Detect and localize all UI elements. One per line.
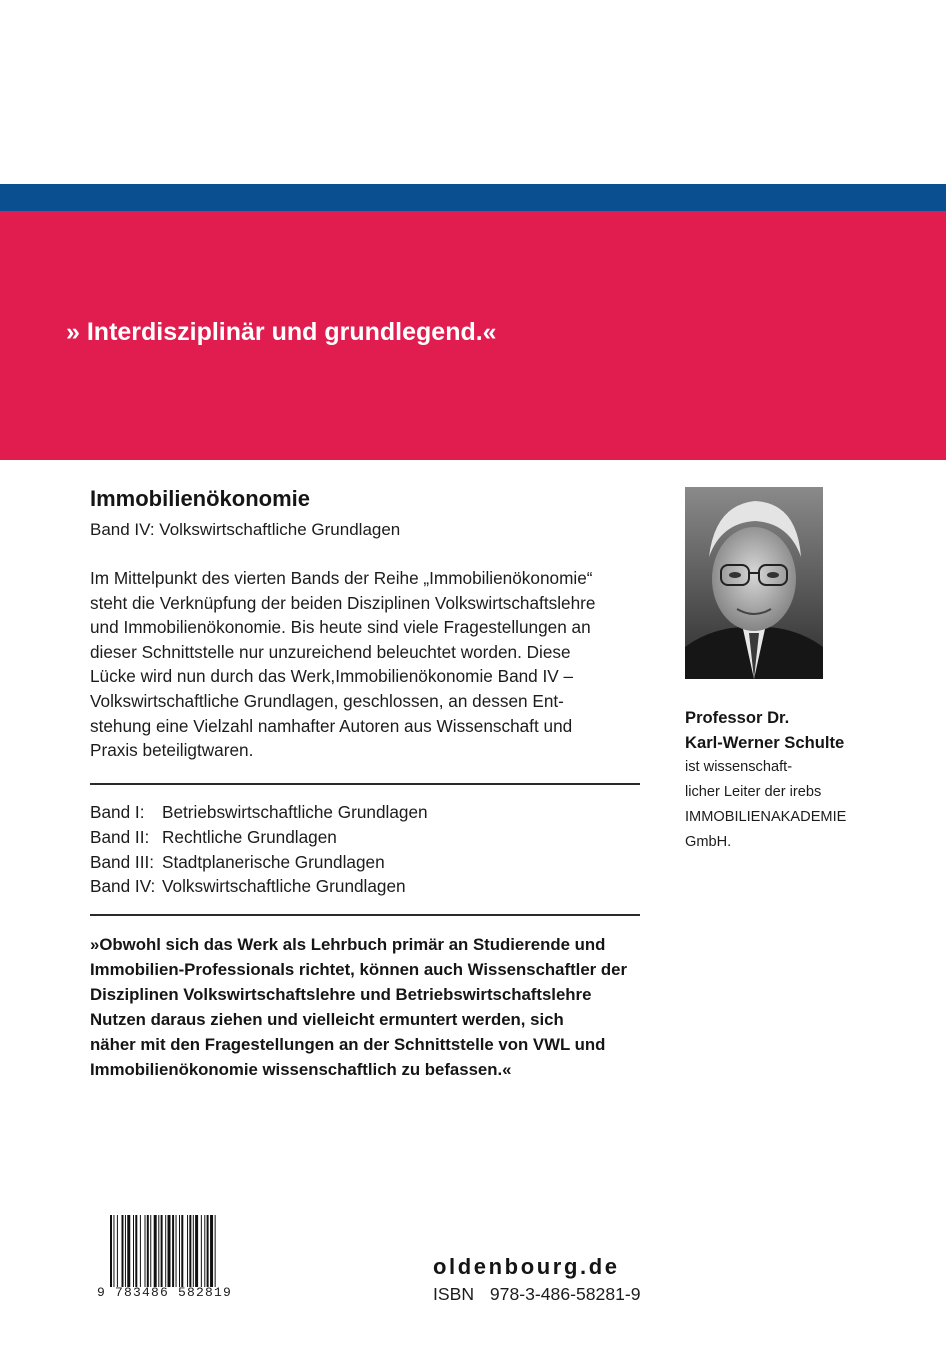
volume-title: Betriebswirtschaftliche Grundlagen (162, 802, 428, 822)
isbn-label: ISBN (433, 1284, 475, 1304)
book-description (90, 566, 650, 763)
barcode-bar (110, 1215, 112, 1287)
barcode-bar (140, 1215, 141, 1287)
quote-line: Immobilienökonomie wissenschaftlich zu befassen.« (90, 1060, 512, 1079)
portrait-photo (685, 487, 823, 679)
barcode-bar (195, 1215, 198, 1287)
barcode-bar (193, 1215, 194, 1287)
author-name (685, 705, 844, 755)
author-bio-line: ist wissenschaft- (685, 759, 793, 775)
volume-item (90, 874, 428, 899)
description-line: dieser Schnittstelle nur unzureichend beleuchtet worden. Diese (90, 641, 571, 662)
barcode-bar (201, 1215, 202, 1287)
barcode-bar (165, 1215, 166, 1287)
barcode-bar (187, 1215, 188, 1287)
barcode-bar (113, 1215, 114, 1287)
description-line: Im Mittelpunkt des vierten Bands der Reihe „Immobilienökonomie“ (90, 568, 593, 588)
author-name-line: Karl-Werner Schulte (685, 733, 845, 752)
author-bio-line: GmbH. (685, 834, 732, 850)
quote-line: Disziplinen Volkswirtschaftslehre und Betriebswirtschaftslehre (90, 985, 592, 1004)
barcode-icon (110, 1215, 248, 1287)
barcode-bar (147, 1215, 149, 1287)
author-portrait (685, 487, 823, 679)
barcode-bar (135, 1215, 137, 1287)
barcode-bar (117, 1215, 118, 1287)
description-line: stehung eine Vielzahl namhafter Autoren aus Wissenschaft und (90, 715, 573, 736)
barcode-bar (189, 1215, 191, 1287)
volume-item (90, 800, 428, 825)
volume-label: Band III: (90, 851, 155, 872)
volume-label: Band IV: (90, 876, 156, 897)
barcode-bar (161, 1215, 163, 1287)
barcode-bar (145, 1215, 146, 1287)
barcode-bar (158, 1215, 159, 1287)
barcode-bar (176, 1215, 177, 1287)
description-line: steht die Verknüpfung der beiden Disziplinen Volkswirtschaftslehre (90, 592, 596, 613)
barcode-bar (122, 1215, 124, 1287)
barcode-bar (168, 1215, 171, 1287)
barcode-bar (127, 1215, 130, 1287)
author-bio-line: licher Leiter der irebs (685, 784, 822, 800)
description-line: Praxis beteiligtwaren. (90, 740, 254, 761)
barcode-bar (207, 1215, 209, 1287)
author-bio (685, 755, 846, 855)
barcode-bar (150, 1215, 151, 1287)
volume-title: Rechtliche Grundlagen (162, 826, 337, 847)
divider-bottom (90, 914, 640, 916)
volume-title: Stadtplanerische Grundlagen (162, 851, 385, 872)
description-line: Volkswirtschaftliche Grundlagen, geschlossen, an dessen Ent- (90, 690, 564, 711)
volume-item (90, 850, 428, 875)
barcode-bar (181, 1215, 183, 1287)
barcode-bar (179, 1215, 180, 1287)
description-line: Lücke wird nun durch das Werk,Immobilienökonomie Band IV – (90, 666, 574, 687)
volume-label: Band II: (90, 826, 150, 847)
barcode-bar (215, 1215, 216, 1287)
barcode-digits: 9 783486 582819 (97, 1285, 233, 1300)
publisher-website: oldenbourg.de (433, 1254, 620, 1279)
barcode-bar (172, 1215, 174, 1287)
author-name-line: Professor Dr. (685, 708, 790, 727)
book-title: Immobilienökonomie (90, 486, 311, 511)
quote-line: Immobilien-Professionals richtet, können auch Wissenschaftler der (90, 960, 627, 979)
isbn (433, 1284, 641, 1305)
barcode-bar (125, 1215, 126, 1287)
cover-tagline: » Interdisziplinär und grundlegend.« (66, 318, 497, 346)
barcode-bar (154, 1215, 157, 1287)
blue-stripe (0, 184, 946, 211)
volume-label: Band I: (90, 802, 145, 822)
author-bio-line: IMMOBILIENAKADEMIE (685, 809, 847, 825)
quote-line: näher mit den Fragestellungen an der Schnittstelle von VWL und (90, 1035, 606, 1054)
barcode-bar (133, 1215, 134, 1287)
quote-line: »Obwohl sich das Werk als Lehrbuch primär an Studierende und (90, 935, 606, 954)
book-subtitle: Band IV: Volkswirtschaftliche Grundlagen (90, 520, 401, 539)
volume-list (90, 800, 428, 899)
description-line: und Immobilienökonomie. Bis heute sind viele Fragestellungen an (90, 617, 591, 638)
barcode-bar (204, 1215, 205, 1287)
review-quote (90, 932, 650, 1082)
quote-line: Nutzen daraus ziehen und vielleicht ermuntert werden, sich (90, 1010, 564, 1029)
volume-title: Volkswirtschaftliche Grundlagen (162, 876, 406, 897)
volume-item (90, 825, 428, 850)
isbn-number: 978-3-486-58281-9 (489, 1284, 641, 1304)
divider-top (90, 783, 640, 785)
barcode-bar (210, 1215, 213, 1287)
